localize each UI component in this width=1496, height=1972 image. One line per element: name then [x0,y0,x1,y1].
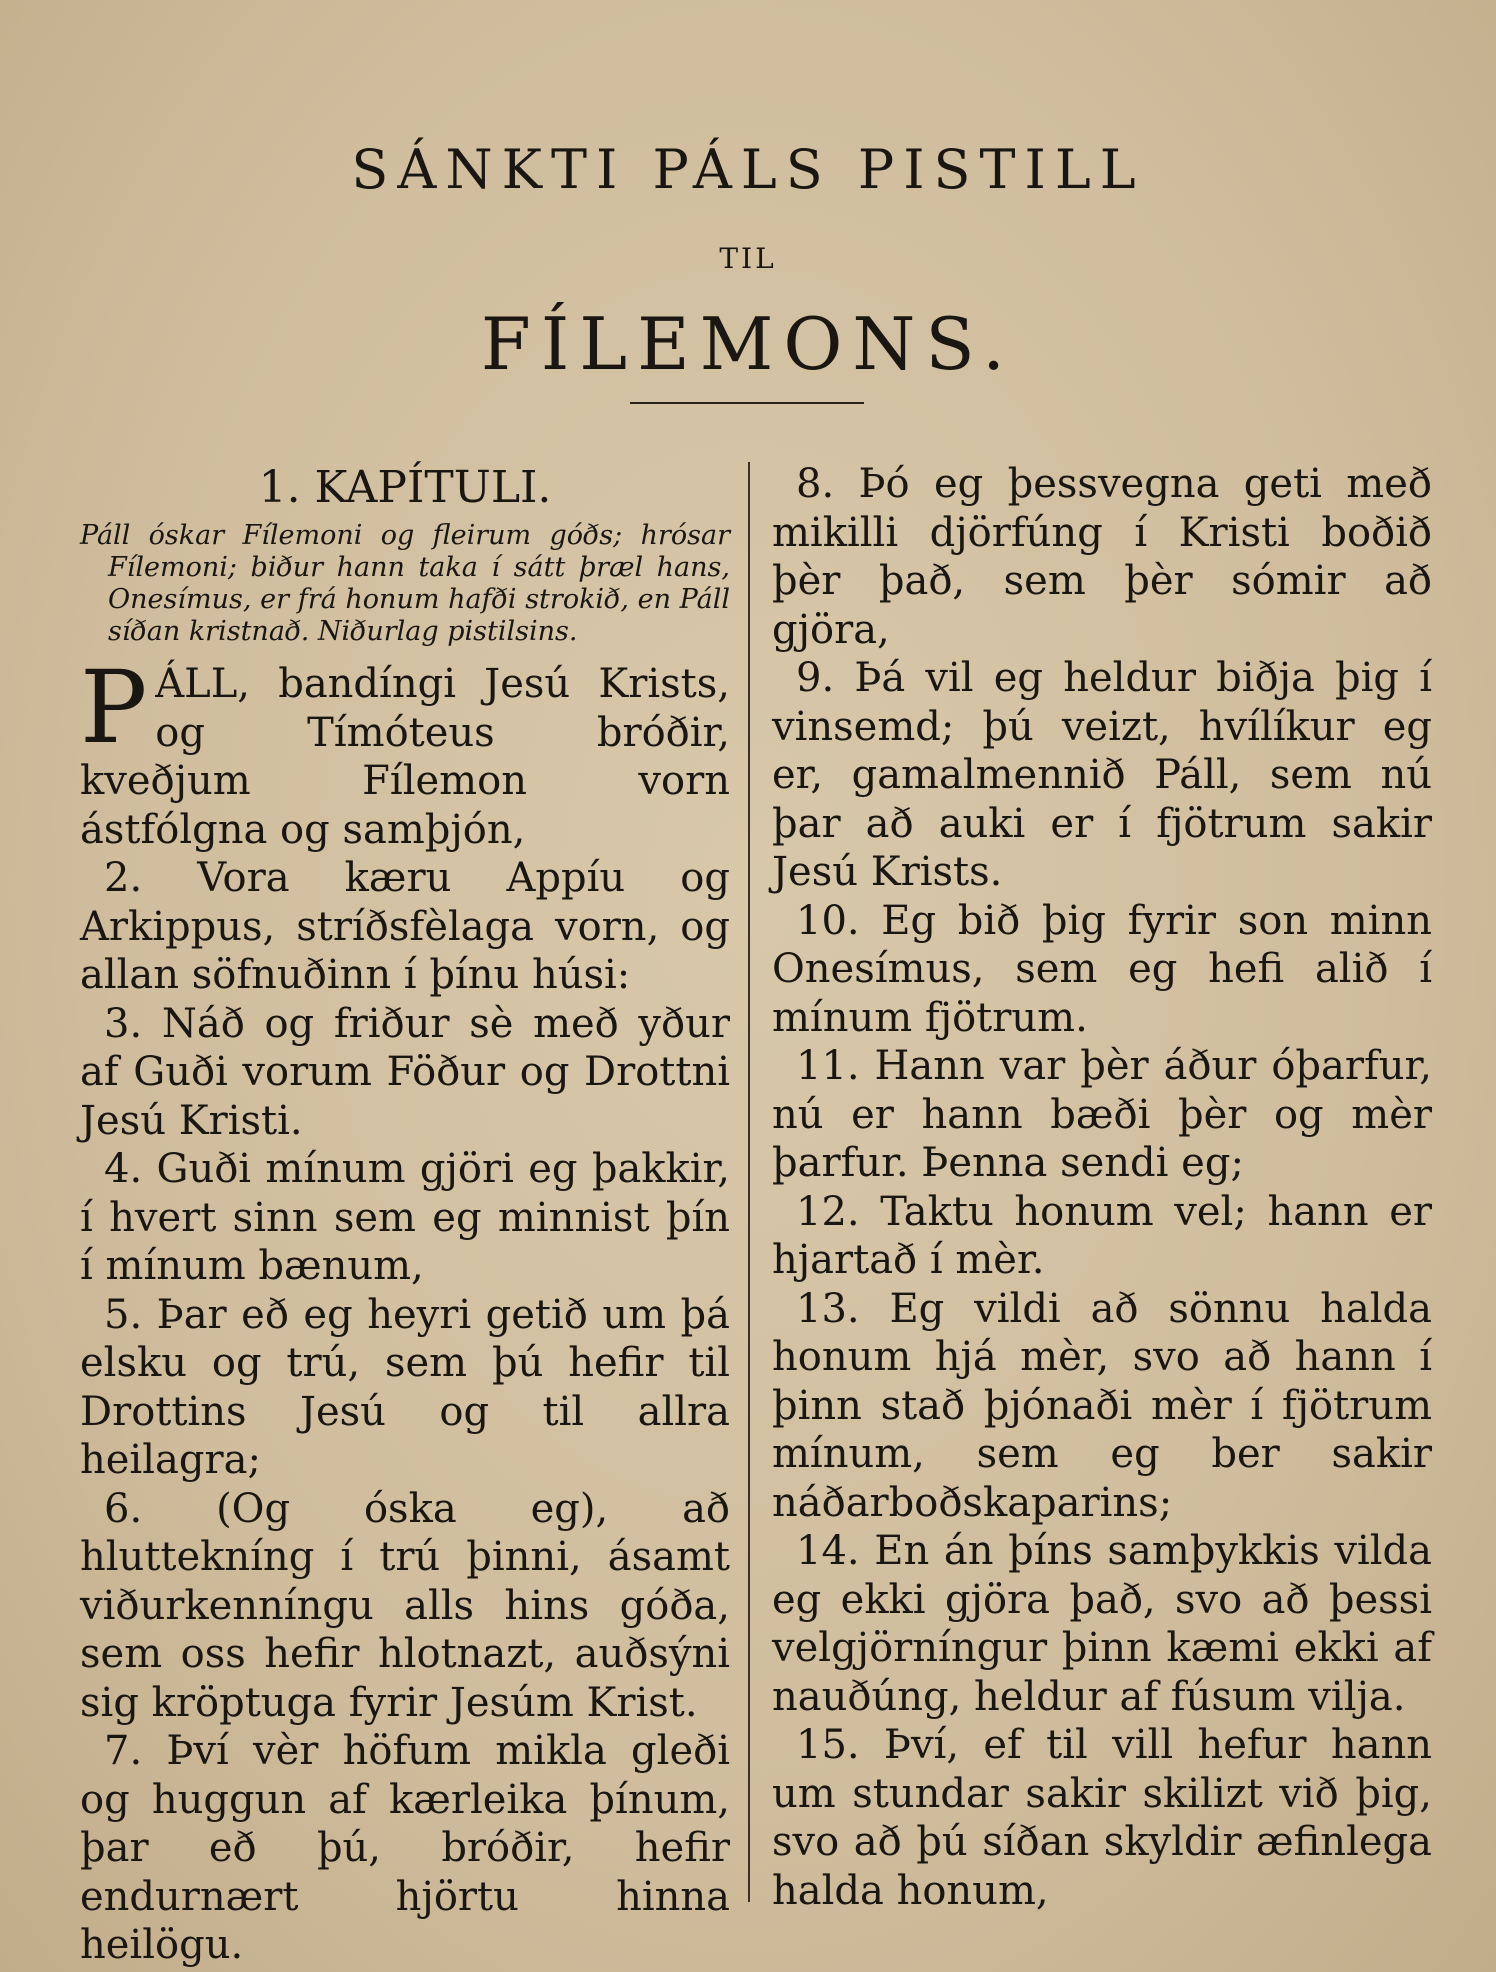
right-column [772,460,1432,1915]
verse: 3. Náð og friður sè með yður af Guði vorum Föður og Drottni Jesú Kristi. [80,1000,730,1144]
verse: 15. Því, ef til vill hefur hann um stundar sakir skilizt við þig, svo að þú síðan skyldir æfinlega halda honum, [772,1722,1432,1914]
verse: 10. Eg bið þig fyrir son minn Onesímus, sem eg hefi alið í mínum fjötrum. [772,897,1432,1041]
verse: 4. Guði mínum gjöri eg þakkir, í hvert sinn sem eg minnist þín í mínum bænum, [80,1146,730,1289]
verse: 11. Hann var þèr áður óþarfur, nú er hann bæði þèr og mèr þarfur. Þenna sendi eg; [772,1043,1432,1186]
verse-1 [80,649,730,854]
title-line-1: SÁNKTI PÁLS PISTILL [351,138,1145,201]
verse: 6. (Og óska eg), að hluttekníng í trú þinni, ásamt viðurkenníngu alls hins góða, sem oss hefir hlotnazt, auðsýni sig kröptuga fyrir Jesúm Krist. [80,1485,730,1726]
verse: 12. Taktu honum vel; hann er hjartað í mèr. [772,1188,1432,1283]
left-column [80,460,730,1970]
title-divider [630,402,864,404]
verse-1-text: ÁLL, bandíngi Jesú Krists, og Tímóteus bróðir, kveðjum Fílemon vorn ástfólgna og samþjón, [80,661,730,853]
chapter-heading: 1. KAPÍTULI. [258,462,552,513]
title-line-3: FÍLEMONS. [480,302,1016,386]
chapter-summary: Páll óskar Fílemoni og fleirum góðs; hrósar Fílemoni; biður hann taka í sátt þræl hans, Onesímus, er frá honum hafði strokið, en Páll síðan kristnað. Niðurlag pistilsins. [80,520,730,647]
verse: 9. Þá vil eg heldur biðja þig í vinsemd; þú veizt, hvílíkur eg er, gamalmennið Páll, sem nú þar að auki er í fjötrum sakir Jesú Krists. [772,655,1432,895]
verse: 7. Því vèr höfum mikla gleði og huggun af kærleika þínum, þar eð þú, bróðir, hefir endurnært hjörtu hinna heilögu. [80,1728,730,1968]
verse: 13. Eg vildi að sönnu halda honum hjá mèr, svo að hann í þinn stað þjónaði mèr í fjötrum mínum, sem eg ber sakir náðarboðskaparins; [772,1285,1432,1526]
column-divider [748,462,750,1902]
verse: 5. Þar eð eg heyri getið um þá elsku og trú, sem þú hefir til Drottins Jesú og til allra heilagra; [80,1291,730,1483]
title-line-2: TIL [719,242,777,275]
drop-cap: P [80,649,148,766]
verse: 8. Þó eg þessvegna geti með mikilli djörfúng í Kristi boðið þèr það, sem þèr sómir að gjöra, [772,461,1432,653]
verse: 14. En án þíns samþykkis vilda eg ekki gjöra það, svo að þessi velgjörníngur þinn kæmi ekki af nauðúng, heldur af fúsum vilja. [772,1528,1432,1720]
verse: 2. Vora kæru Appíu og Arkippus, stríðsfèlaga vorn, og allan söfnuðinn í þínu húsi: [80,855,730,998]
